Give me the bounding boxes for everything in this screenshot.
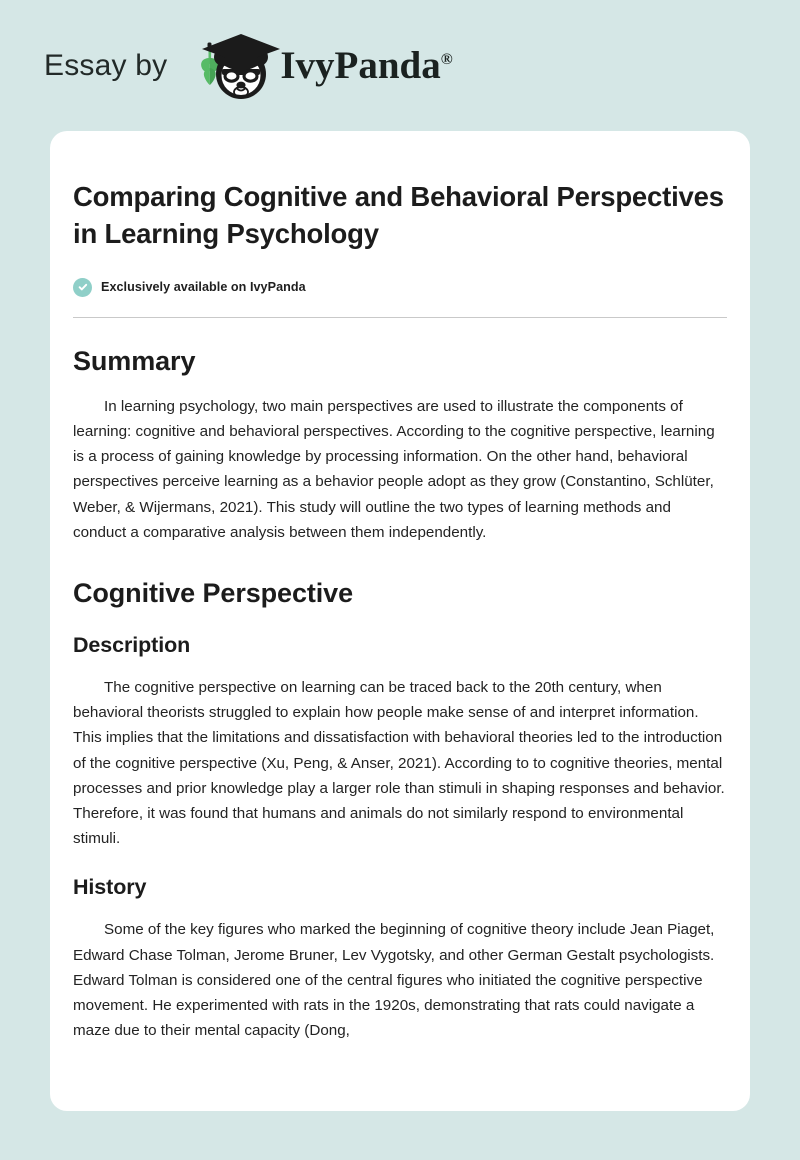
paragraph-description: The cognitive perspective on learning can be traced back to the 20th century, when behavioral theorists struggled to explain how people make sense of and interpret information. This implies that the limitations and dissatisfaction with behavioral theories led to the introduction of the cognitive perspective (Xu, Peng, & Anser, 2021). According to to cognitive theories, mental processes and prior knowledge play a larger role than stimuli in shaping responses and behavior. Therefore, it was found that humans and animals do not similarly respond to environmental stimuli.: [73, 678, 725, 848]
registered-trademark-icon: ®: [440, 51, 453, 68]
brand-header: [0, 0, 800, 131]
exclusive-badge: [73, 278, 727, 297]
check-circle-icon: [73, 278, 92, 297]
essay-by-label: Essay by: [44, 48, 168, 82]
section-heading-summary: Summary: [73, 345, 196, 376]
ivypanda-wordmark: [280, 46, 452, 85]
section-heading-description: Description: [73, 632, 191, 657]
exclusive-badge-label: Exclusively available on IvyPanda: [101, 280, 306, 295]
brand-name-text: IvyPanda: [280, 44, 441, 87]
section-heading-cognitive-perspective: Cognitive Perspective: [73, 577, 354, 608]
paragraph-history: Some of the key figures who marked the beginning of cognitive theory include Jean Piaget, Edward Chase Tolman, Jerome Bruner, Lev Vygotsky, and other German Gestalt psychologists. Edward Tolman is considered one of the central figures who initiated the cognitive perspective movement. He experimented with rats in the 1920s, demonstrating that rats could navigate a maze due to their mental capacity (Dong,: [73, 921, 715, 1040]
essay-card: [50, 131, 750, 1111]
section-heading-history: History: [73, 875, 147, 900]
ivypanda-logo[interactable]: [188, 28, 452, 104]
paragraph-summary: In learning psychology, two main perspectives are used to illustrate the components of learning: cognitive and behavioral perspectives. According to the cognitive perspective, learning is a process of gaining knowledge by processing information. On the other hand, behavioral perspectives perceive learning as a behavior people adopt as they grow (Constantino, Schlüter, Weber, & Wijermans, 2021). This study will outline the two types of learning methods and conduct a comparative analysis between them independently.: [73, 397, 715, 541]
ivypanda-panda-graduate-logo: [188, 28, 286, 104]
page-title: Comparing Cognitive and Behavioral Perspectives in Learning Psychology: [73, 181, 724, 249]
